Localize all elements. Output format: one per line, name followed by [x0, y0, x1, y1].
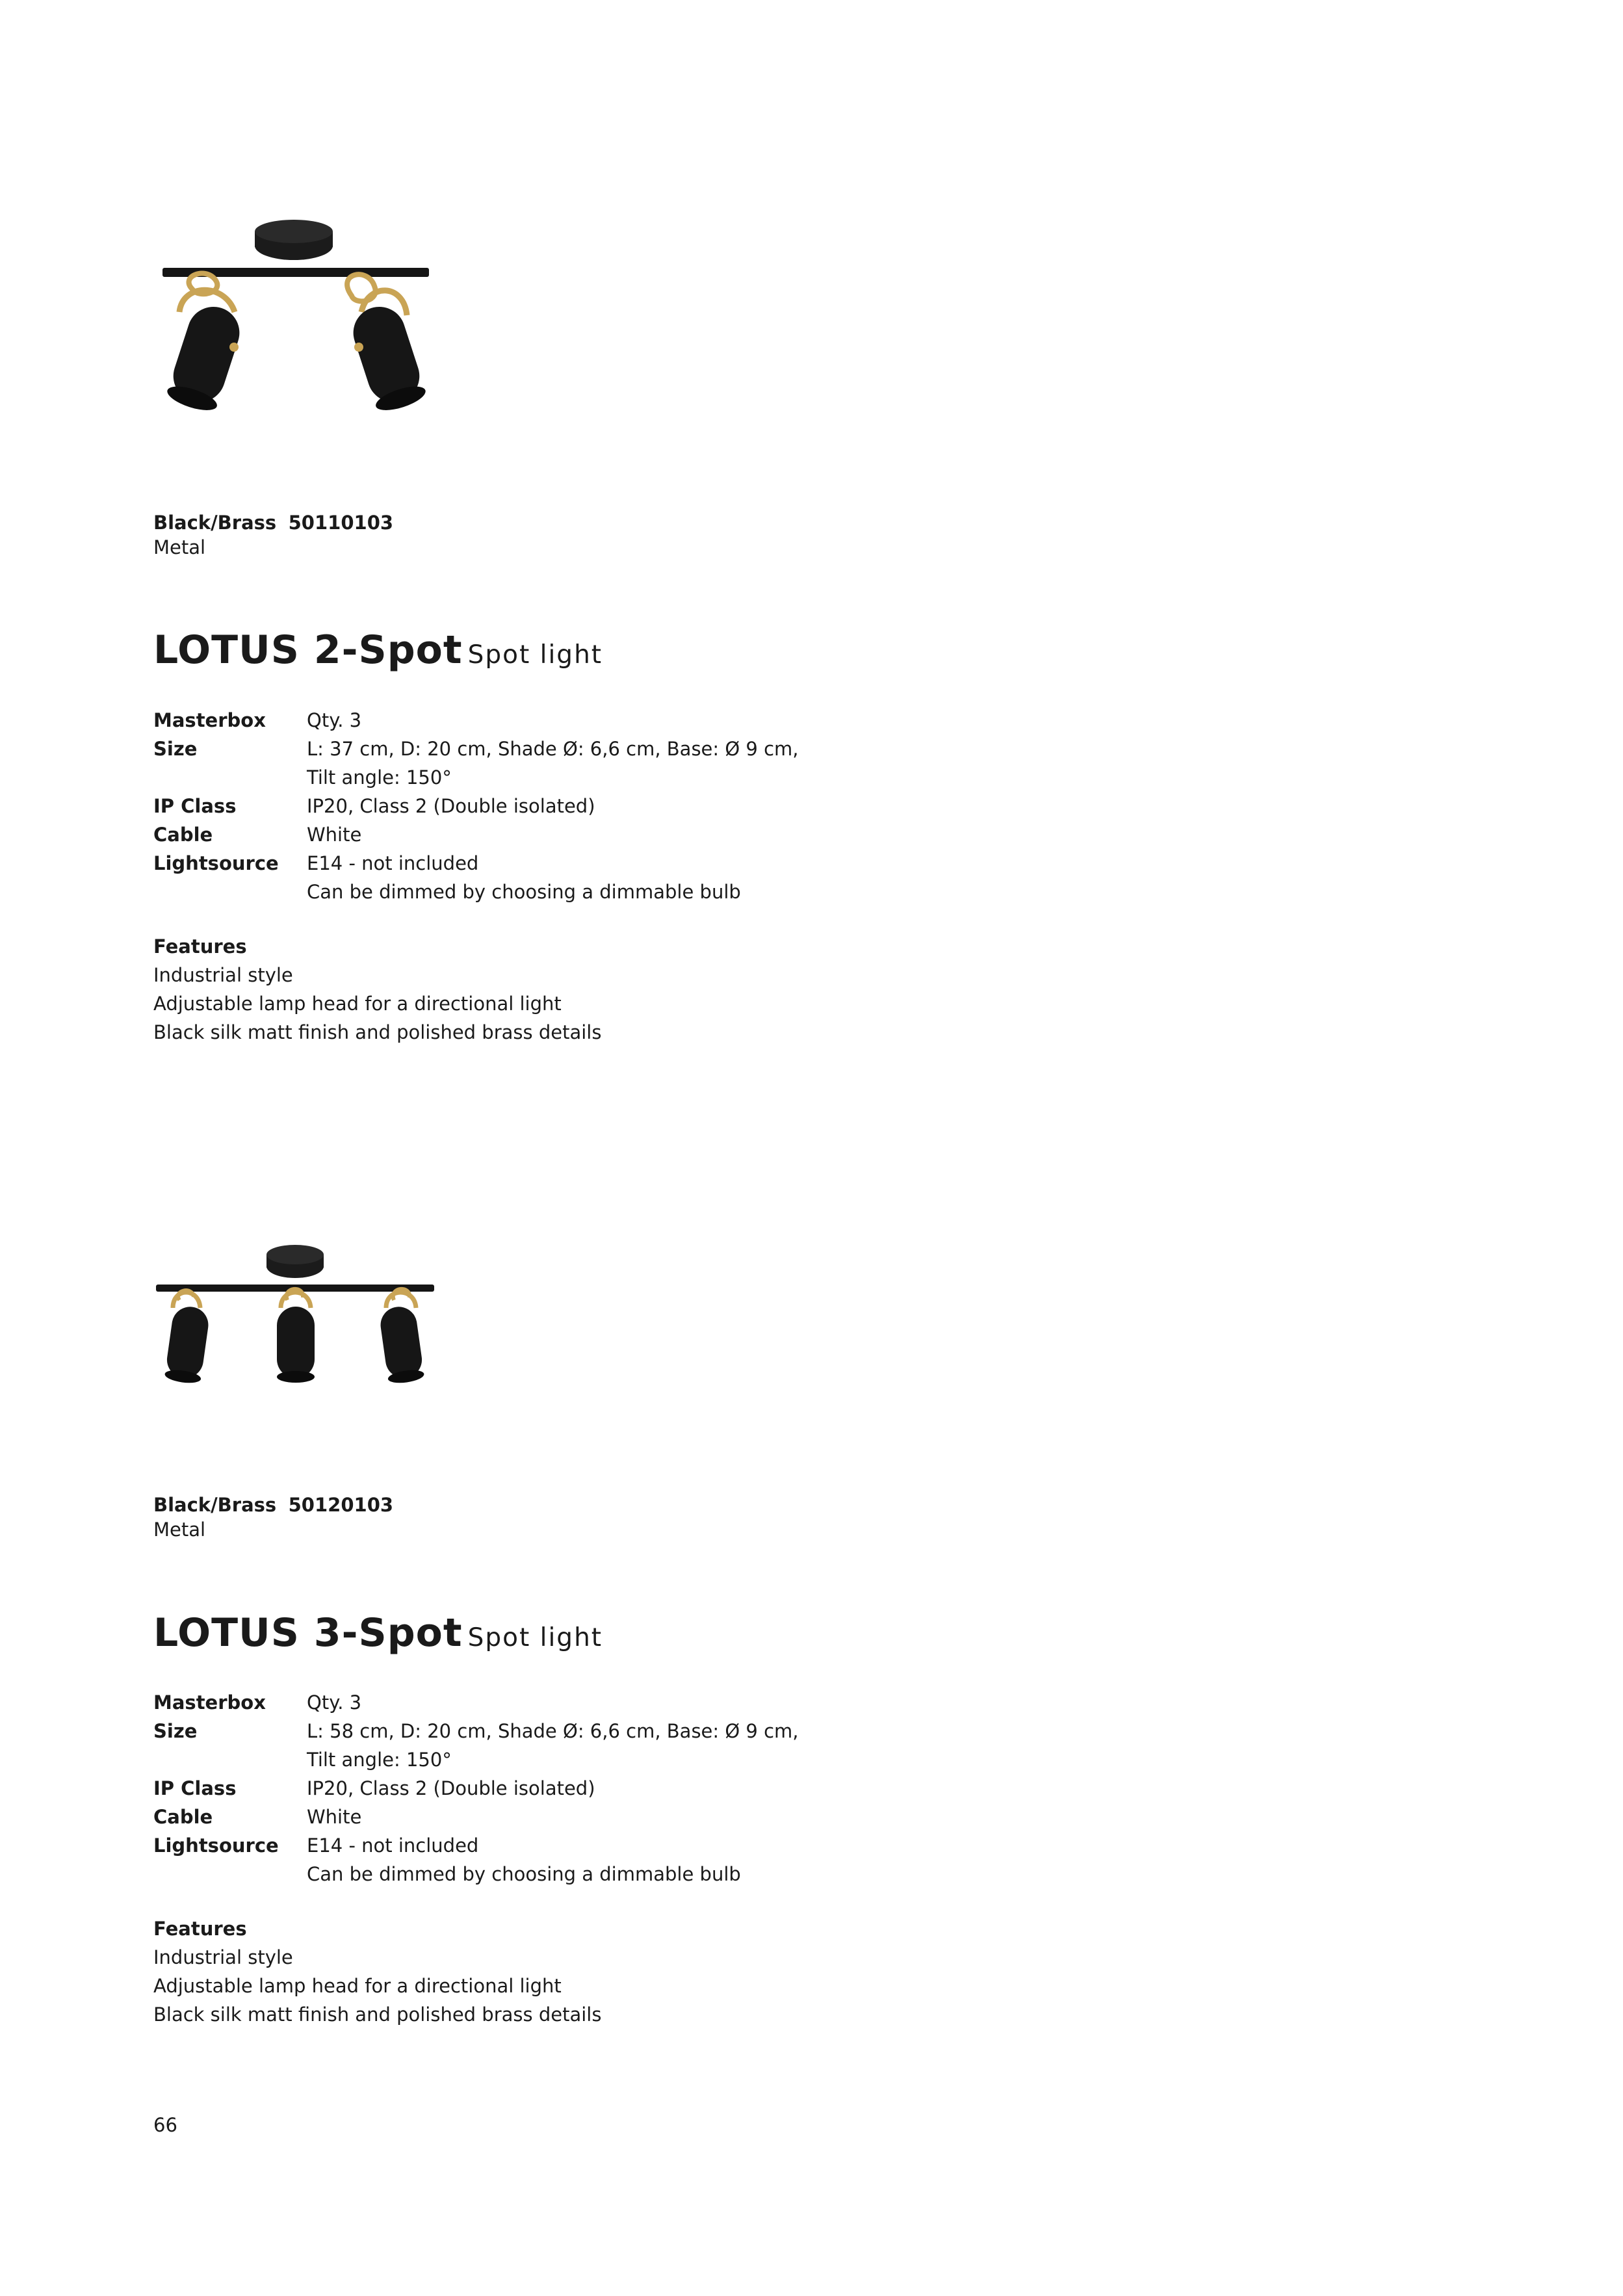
spec-value: L: 58 cm, D: 20 cm, Shade Ø: 6,6 cm, Base: Ø 9 cm, Tilt angle: 150°	[307, 1720, 799, 1771]
features-section	[153, 1914, 601, 2029]
spec-label: IP Class	[153, 795, 237, 817]
spec-table	[153, 1688, 799, 1888]
spec-label: Masterbox	[153, 709, 266, 731]
spec-value: IP20, Class 2 (Double isolated)	[307, 1777, 595, 1799]
product-image-lotus-2-spot	[153, 150, 439, 488]
variant-info	[153, 1493, 393, 1542]
product-title	[153, 1610, 603, 1662]
spec-value: L: 37 cm, D: 20 cm, Shade Ø: 6,6 cm, Base: Ø 9 cm, Tilt angle: 150°	[307, 738, 799, 789]
variant-code: 50120103	[288, 1494, 394, 1516]
variant-code: 50110103	[288, 512, 394, 534]
spec-value: IP20, Class 2 (Double isolated)	[307, 795, 595, 817]
spec-value: E14 - not included Can be dimmed by choosing a dimmable bulb	[307, 852, 741, 903]
spec-row-ip-class	[153, 1774, 799, 1803]
spec-table	[153, 706, 799, 906]
features-heading: Features	[153, 935, 247, 958]
product-title	[153, 627, 603, 679]
material: Metal	[153, 536, 206, 558]
spec-label: Masterbox	[153, 1691, 266, 1714]
spec-value: White	[307, 1806, 362, 1828]
feature-item: Industrial style	[153, 964, 293, 986]
feature-item: Adjustable lamp head for a directional light	[153, 993, 562, 1015]
product-image-lotus-3-spot	[153, 1190, 439, 1476]
spec-label: Lightsource	[153, 1834, 279, 1857]
spec-row-size	[153, 1717, 799, 1774]
spec-label: Lightsource	[153, 852, 279, 874]
spec-label: Size	[153, 738, 198, 760]
feature-item: Black silk matt finish and polished brass details	[153, 2003, 602, 2026]
spec-row-masterbox	[153, 706, 799, 735]
spec-label: Cable	[153, 824, 213, 846]
spec-value: White	[307, 824, 362, 846]
spec-row-size	[153, 735, 799, 792]
features-section	[153, 932, 601, 1047]
product-type: Spot light	[467, 1623, 603, 1652]
variant-info	[153, 510, 393, 560]
spec-row-masterbox	[153, 1688, 799, 1717]
spec-label: IP Class	[153, 1777, 237, 1799]
features-heading: Features	[153, 1918, 247, 1940]
spec-value: Qty. 3	[307, 709, 362, 731]
feature-item: Black silk matt finish and polished brass details	[153, 1021, 602, 1043]
spec-row-cable	[153, 1803, 799, 1831]
product-name: LOTUS 3-Spot	[153, 1610, 463, 1656]
feature-item: Adjustable lamp head for a directional light	[153, 1975, 562, 1997]
spec-value: Qty. 3	[307, 1691, 362, 1714]
product-type: Spot light	[467, 640, 603, 670]
spec-row-lightsource	[153, 849, 799, 906]
material: Metal	[153, 1519, 206, 1541]
spec-row-lightsource	[153, 1831, 799, 1888]
variant-color: Black/Brass	[153, 1494, 277, 1516]
spec-row-ip-class	[153, 792, 799, 820]
feature-item: Industrial style	[153, 1946, 293, 1968]
spec-label: Size	[153, 1720, 198, 1742]
spec-row-cable	[153, 820, 799, 849]
product-name: LOTUS 2-Spot	[153, 627, 463, 673]
spec-value: E14 - not included Can be dimmed by choosing a dimmable bulb	[307, 1834, 741, 1885]
spec-label: Cable	[153, 1806, 213, 1828]
variant-color: Black/Brass	[153, 512, 277, 534]
page-number: 66	[153, 2114, 177, 2136]
